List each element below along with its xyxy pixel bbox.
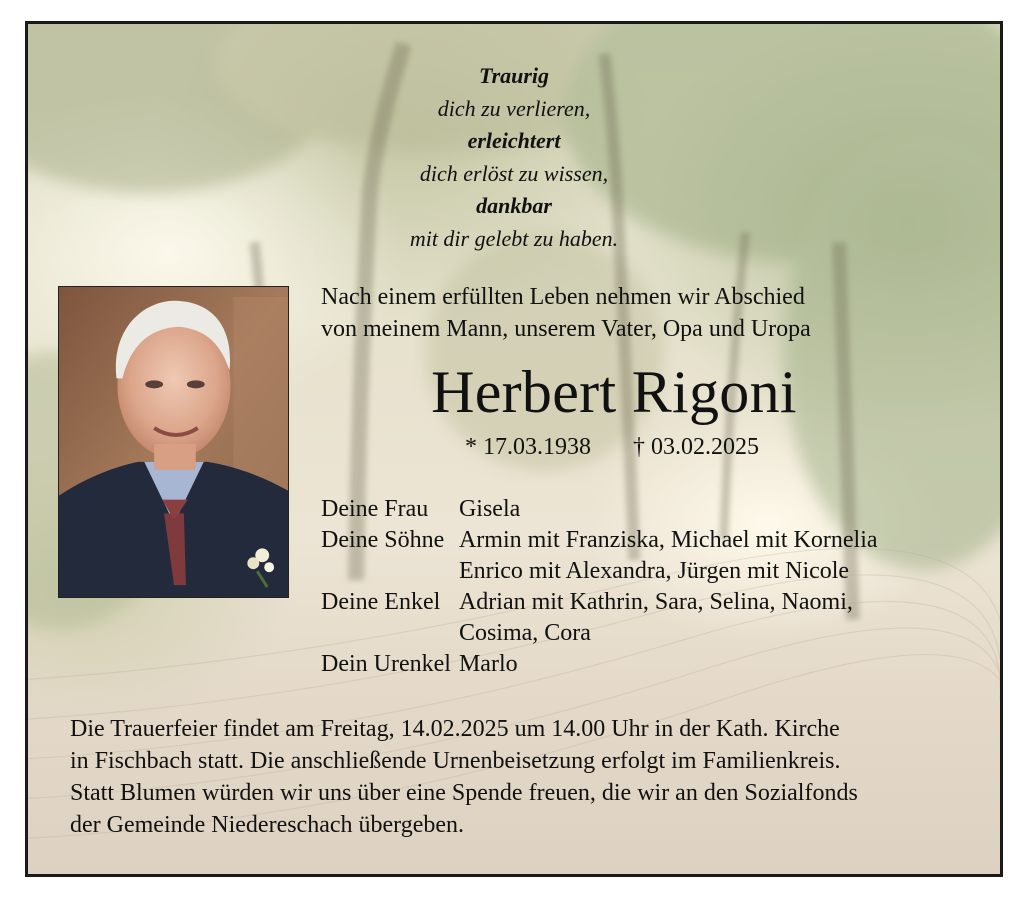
intro-line: Nach einem erfüllten Leben nehmen wir Abschied (321, 284, 805, 310)
member-line: Adrian mit Kathrin, Sara, Selina, Naomi, (458, 589, 853, 615)
poem-line: dich erlöst zu wissen, (419, 160, 609, 186)
life-dates (465, 432, 759, 462)
family-row (321, 649, 878, 680)
relation-label: Deine Söhne (321, 527, 445, 553)
relation-members (459, 494, 878, 525)
funeral-notice (70, 713, 858, 841)
notice-line: in Fischbach statt. Die anschließende Urnenbeisetzung erfolgt im Familienkreis. (70, 748, 841, 774)
relation-members (459, 649, 878, 680)
relation-label: Deine Enkel (321, 589, 441, 615)
member-line: Cosima, Cora (458, 620, 591, 646)
member-line: Enrico mit Alexandra, Jürgen mit Nicole (458, 558, 850, 584)
family-row (321, 587, 878, 649)
member-line: Marlo (458, 651, 518, 677)
notice-line: Statt Blumen würden wir uns über eine Spende freuen, die wir an den Sozialfonds (70, 780, 858, 806)
member-line: Armin mit Franziska, Michael mit Kornelia (458, 527, 878, 553)
poem-line: mit dir gelebt zu haben. (409, 225, 619, 251)
portrait-photo (58, 286, 289, 598)
intro-line: von meinem Mann, unserem Vater, Opa und Uropa (321, 316, 811, 342)
death-date: † 03.02.2025 (633, 434, 759, 460)
relation-members (459, 587, 878, 649)
member-line: Gisela (458, 496, 521, 522)
birth-date: * 17.03.1938 (465, 434, 591, 460)
poem-line: dich zu verlieren, (437, 95, 591, 121)
poem-line: Traurig (478, 63, 550, 88)
deceased-name: Herbert Rigoni (431, 359, 797, 425)
family-row (321, 525, 878, 587)
notice-line: Die Trauerfeier findet am Freitag, 14.02.2025 um 14.00 Uhr in der Kath. Kirche (70, 716, 840, 742)
relation-members (459, 525, 878, 587)
relation-label: Deine Frau (321, 496, 429, 522)
family-list (321, 494, 878, 680)
notice-line: der Gemeinde Niedereschach übergeben. (70, 812, 465, 838)
poem-line: erleichtert (467, 128, 561, 154)
obituary-card (25, 21, 1003, 877)
poem (28, 60, 1000, 256)
intro-text (321, 281, 811, 345)
family-row (321, 494, 878, 525)
poem-line: dankbar (476, 193, 552, 219)
relation-label: Dein Urenkel (321, 651, 451, 677)
